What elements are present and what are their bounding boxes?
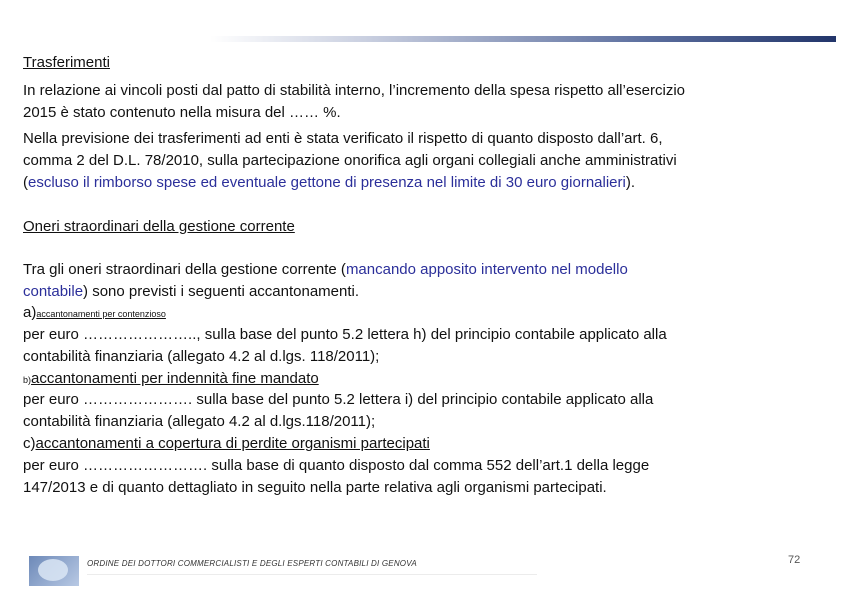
item-b-title: accantonamenti per indennità fine mandato: [31, 370, 319, 387]
item-c-title-line: [23, 433, 823, 454]
logo-emblem-icon: [38, 559, 68, 581]
transfers-paragraph-1-line-1: In relazione ai vincoli posti dal patto di stabilità interno, l’incremento della spesa rispetto all’esercizio: [23, 82, 686, 99]
extraordinary-intro-line-1: [23, 259, 823, 280]
intro-highlight-2: contabile: [23, 283, 84, 300]
item-c-line-1: per euro ……………………. sulla base di quanto disposto dal comma 552 dell’art.1 della legge: [23, 457, 650, 474]
highlighted-text: escluso il rimborso spese ed eventuale gettone di presenza nel limite di 30 euro giornalieri: [28, 174, 626, 191]
item-b-line-2: contabilità finanziaria (allegato 4.2 al d.lgs.118/2011);: [23, 413, 376, 430]
footer-divider: [87, 574, 537, 575]
intro-highlight-1: mancando apposito intervento nel modello: [345, 261, 628, 278]
transfers-paragraph-2-line-3: [23, 172, 823, 193]
item-a-title-line: [23, 302, 823, 325]
item-b-title-line: [23, 368, 823, 391]
transfers-paragraph-1-line-2: 2015 è stato contenuto nella misura del …… %.: [23, 104, 341, 121]
transfers-paragraph-2-line-1: Nella previsione dei trasferimenti ad enti è stata verificato il rispetto di quanto disposto dall’art. 6,: [23, 130, 663, 147]
item-a-label: a): [23, 304, 37, 321]
paren-open: (: [23, 174, 28, 191]
section-heading-transfers: Trasferimenti: [23, 54, 110, 71]
footer-organization: ORDINE DEI DOTTORI COMMERCIALISTI E DEGLI ESPERTI CONTABILI DI GENOVA: [87, 559, 417, 568]
item-a-line-1: per euro ………………….., sulla base del punto 5.2 lettera h) del principio contabile applicato alla: [23, 326, 667, 343]
item-b-line-1: per euro …………………. sulla base del punto 5.2 lettera i) del principio contabile applicato alla: [23, 391, 654, 408]
item-c-title: accantonamenti a copertura di perdite organismi partecipati: [35, 435, 430, 452]
extraordinary-intro-line-2: [23, 281, 823, 302]
transfers-paragraph-2-line-2: comma 2 del D.L. 78/2010, sulla partecipazione onorifica agli organi collegiali anche amministrativi: [23, 152, 677, 169]
item-c-line-2: 147/2013 e di quanto dettagliato in seguito nella parte relativa agli organismi partecipati.: [23, 479, 607, 496]
paren-close: ).: [625, 174, 636, 191]
item-a-title: accantonamenti per contenzioso: [36, 309, 166, 319]
intro-suffix: ) sono previsti i seguenti accantonamenti.: [83, 283, 360, 300]
page-number: 72: [788, 554, 801, 566]
header-gradient-bar: [210, 36, 836, 42]
item-c-label: c): [23, 435, 36, 452]
section-heading-extraordinary: Oneri straordinari della gestione corrente: [23, 218, 295, 235]
intro-prefix: Tra gli oneri straordinari della gestione corrente (: [23, 261, 346, 278]
item-a-line-2: contabilità finanziaria (allegato 4.2 al d.lgs. 118/2011);: [23, 348, 380, 365]
item-b-label: b): [23, 375, 32, 385]
